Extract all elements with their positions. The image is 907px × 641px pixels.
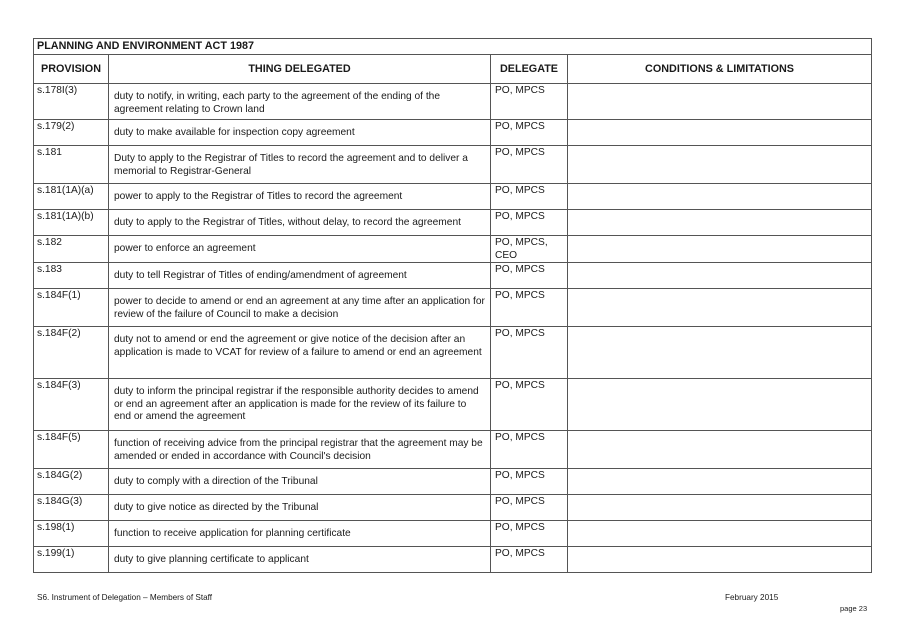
conditions-cell	[568, 547, 872, 573]
conditions-cell	[568, 236, 872, 263]
provision-cell: s.198(1)	[34, 521, 109, 547]
table-row	[34, 431, 872, 469]
delegate-cell: PO, MPCS	[491, 327, 568, 379]
delegate-cell: PO, MPCS	[491, 379, 568, 431]
thing-delegated-cell: Duty to apply to the Registrar of Titles to record the agreement and to deliver a memorial to Registrar-General	[109, 146, 491, 184]
thing-delegated-cell: duty not to amend or end the agreement or give notice of the decision after an application is made to VCAT for review of a failure to amend or end an agreement	[109, 327, 491, 379]
column-header-provision: PROVISION	[34, 55, 109, 84]
table-row	[34, 120, 872, 146]
conditions-cell	[568, 263, 872, 289]
delegate-cell: PO, MPCS	[491, 263, 568, 289]
thing-delegated-cell: duty to notify, in writing, each party to the agreement of the ending of the agreement relating to Crown land	[109, 84, 491, 120]
delegate-cell: PO, MPCS	[491, 289, 568, 327]
table-row	[34, 210, 872, 236]
thing-delegated-cell: duty to make available for inspection copy agreement	[109, 120, 491, 146]
delegate-cell: PO, MPCS	[491, 146, 568, 184]
delegation-table-container	[33, 38, 871, 573]
provision-cell: s.184F(3)	[34, 379, 109, 431]
table-row	[34, 289, 872, 327]
provision-cell: s.181	[34, 146, 109, 184]
provision-cell: s.183	[34, 263, 109, 289]
table-row	[34, 521, 872, 547]
footer-document-name: S6. Instrument of Delegation – Members of Staff	[37, 593, 213, 602]
conditions-cell	[568, 379, 872, 431]
act-title: PLANNING AND ENVIRONMENT ACT 1987	[34, 39, 872, 55]
delegate-cell: PO, MPCS, CEO	[491, 236, 568, 263]
delegate-cell: PO, MPCS	[491, 547, 568, 573]
conditions-cell	[568, 84, 872, 120]
column-header-thing-delegated: THING DELEGATED	[109, 55, 491, 84]
table-row	[34, 263, 872, 289]
provision-cell: s.184F(2)	[34, 327, 109, 379]
table-row	[34, 379, 872, 431]
footer-date: February 2015	[725, 593, 779, 602]
provision-cell: s.184G(2)	[34, 469, 109, 495]
provision-cell: s.179(2)	[34, 120, 109, 146]
table-row	[34, 236, 872, 263]
thing-delegated-cell: duty to give notice as directed by the Tribunal	[109, 495, 491, 521]
conditions-cell	[568, 495, 872, 521]
column-header-row	[34, 55, 872, 84]
conditions-cell	[568, 327, 872, 379]
provision-cell: s.184F(5)	[34, 431, 109, 469]
provision-cell: s.184G(3)	[34, 495, 109, 521]
conditions-cell	[568, 146, 872, 184]
delegate-cell: PO, MPCS	[491, 495, 568, 521]
provision-cell: s.199(1)	[34, 547, 109, 573]
delegate-cell: PO, MPCS	[491, 210, 568, 236]
conditions-cell	[568, 184, 872, 210]
thing-delegated-cell: duty to inform the principal registrar if the responsible authority decides to amend or end an agreement after an application is made for the review of its failure to end or amend the agreement	[109, 379, 491, 431]
thing-delegated-cell: duty to give planning certificate to applicant	[109, 547, 491, 573]
act-title-row	[34, 39, 872, 55]
delegation-table	[33, 38, 872, 573]
provision-cell: s.178I(3)	[34, 84, 109, 120]
conditions-cell	[568, 289, 872, 327]
thing-delegated-cell: duty to tell Registrar of Titles of ending/amendment of agreement	[109, 263, 491, 289]
table-row	[34, 547, 872, 573]
delegate-cell: PO, MPCS	[491, 120, 568, 146]
thing-delegated-cell: power to decide to amend or end an agreement at any time after an application for review of the failure of Council to make a decision	[109, 289, 491, 327]
delegate-cell: PO, MPCS	[491, 521, 568, 547]
provision-cell: s.181(1A)(a)	[34, 184, 109, 210]
delegate-cell: PO, MPCS	[491, 431, 568, 469]
conditions-cell	[568, 521, 872, 547]
delegate-cell: PO, MPCS	[491, 469, 568, 495]
table-row	[34, 469, 872, 495]
delegate-cell: PO, MPCS	[491, 184, 568, 210]
table-row	[34, 495, 872, 521]
conditions-cell	[568, 431, 872, 469]
column-header-delegate: DELEGATE	[491, 55, 568, 84]
thing-delegated-cell: function to receive application for planning certificate	[109, 521, 491, 547]
table-row	[34, 146, 872, 184]
thing-delegated-cell: power to enforce an agreement	[109, 236, 491, 263]
provision-cell: s.181(1A)(b)	[34, 210, 109, 236]
provision-cell: s.182	[34, 236, 109, 263]
conditions-cell	[568, 120, 872, 146]
conditions-cell	[568, 469, 872, 495]
conditions-cell	[568, 210, 872, 236]
thing-delegated-cell: power to apply to the Registrar of Titles to record the agreement	[109, 184, 491, 210]
footer-page-number: page 23	[840, 604, 868, 613]
column-header-conditions: CONDITIONS & LIMITATIONS	[568, 55, 872, 84]
table-row	[34, 84, 872, 120]
thing-delegated-cell: duty to apply to the Registrar of Titles, without delay, to record the agreement	[109, 210, 491, 236]
table-row	[34, 327, 872, 379]
delegate-cell: PO, MPCS	[491, 84, 568, 120]
thing-delegated-cell: function of receiving advice from the principal registrar that the agreement may be amended or ended in accordance with Council's decision	[109, 431, 491, 469]
provision-cell: s.184F(1)	[34, 289, 109, 327]
thing-delegated-cell: duty to comply with a direction of the Tribunal	[109, 469, 491, 495]
table-row	[34, 184, 872, 210]
